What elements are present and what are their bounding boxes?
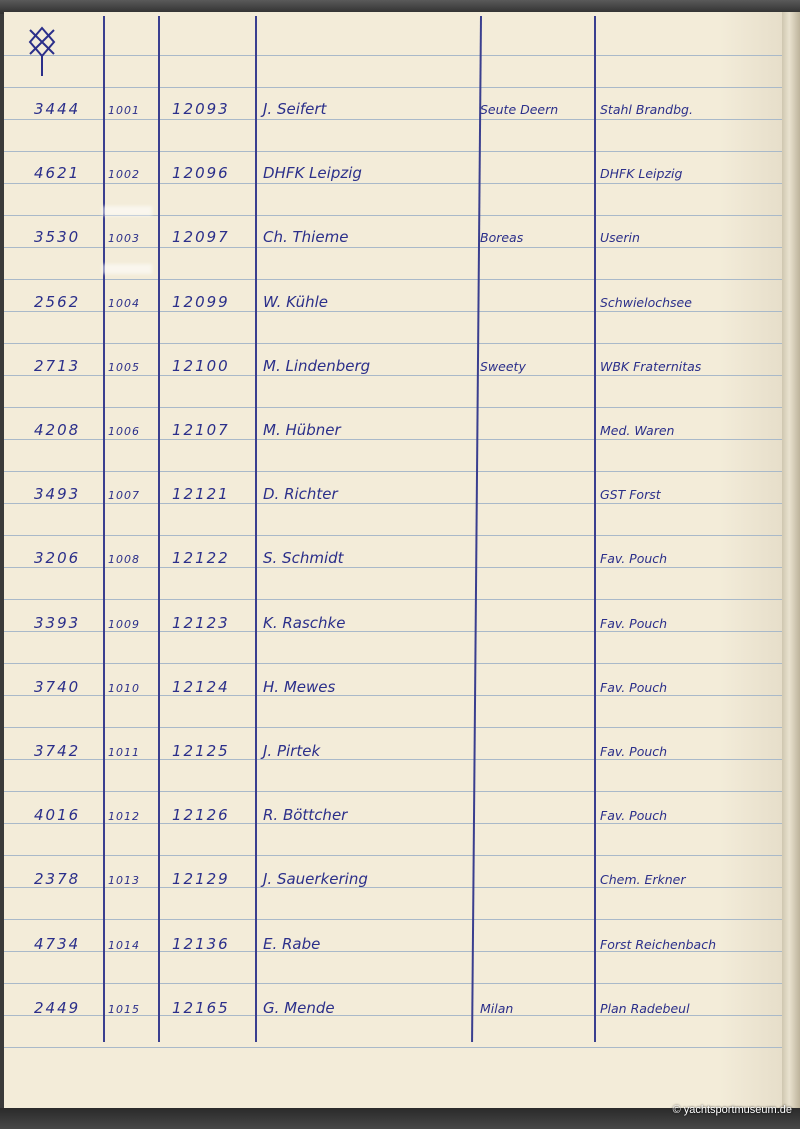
sequence-number: 1010	[108, 681, 140, 695]
ruled-line	[4, 439, 782, 440]
club-name: Userin	[600, 230, 640, 246]
club-name: WBK Fraternitas	[600, 358, 702, 374]
club-name: Schwielochsee	[600, 294, 692, 310]
boat-name: Seute Deern	[480, 102, 559, 117]
sail-number: 12129	[172, 870, 230, 889]
boat-name: Sweety	[480, 358, 526, 374]
sequence-number: 1013	[108, 874, 140, 888]
ruled-line	[4, 1047, 782, 1048]
boat-class-symbol-icon	[24, 24, 60, 80]
club-name: Fav. Pouch	[600, 744, 668, 759]
sail-number: 12093	[172, 100, 230, 118]
boat-name: Milan	[480, 1000, 514, 1016]
owner-name: W. Kühle	[263, 292, 328, 311]
sail-number: 12096	[172, 164, 230, 183]
registration-number: 2562	[34, 292, 81, 311]
sequence-number: 1005	[108, 360, 140, 374]
club-name: Med. Waren	[600, 423, 675, 438]
registration-number: 3530	[34, 228, 81, 247]
ruled-line	[4, 247, 782, 248]
ruled-line	[4, 87, 782, 88]
owner-name: J. Pirtek	[263, 742, 321, 760]
owner-name: S. Schmidt	[263, 549, 344, 568]
club-name: Forst Reichenbach	[600, 936, 717, 952]
club-name: Fav. Pouch	[600, 551, 668, 567]
ruled-line	[4, 471, 782, 472]
club-name: DHFK Leipzig	[600, 166, 683, 182]
sequence-number: 1006	[108, 425, 140, 438]
sail-number: 12123	[172, 613, 230, 632]
registration-number: 3493	[34, 485, 81, 504]
ruled-line	[4, 279, 782, 280]
ruled-line	[4, 567, 782, 568]
owner-name: G. Mende	[263, 998, 335, 1017]
owner-name: Ch. Thieme	[263, 228, 349, 247]
ruled-line	[4, 663, 782, 664]
sail-number: 12136	[172, 934, 230, 953]
ruled-line	[4, 919, 782, 920]
registration-number: 3444	[34, 100, 81, 118]
ruled-line	[4, 535, 782, 536]
ruled-line	[4, 983, 782, 984]
boat-name: Boreas	[480, 230, 524, 246]
sequence-number: 1009	[108, 617, 140, 631]
club-name: Fav. Pouch	[600, 679, 668, 695]
ruled-line	[4, 855, 782, 856]
sequence-number: 1003	[108, 232, 140, 246]
column-divider-1	[103, 16, 105, 1042]
owner-name: DHFK Leipzig	[263, 164, 362, 183]
owner-name: R. Böttcher	[263, 806, 348, 825]
sequence-number: 1014	[108, 938, 140, 952]
ruled-line	[4, 631, 782, 632]
ruled-line	[4, 119, 782, 120]
ruled-line	[4, 343, 782, 344]
ruled-line	[4, 311, 782, 312]
sail-number: 12165	[172, 998, 230, 1017]
sequence-number: 1007	[108, 489, 140, 503]
ruled-line	[4, 55, 782, 56]
sail-number: 12121	[172, 485, 230, 504]
ruled-line	[4, 375, 782, 376]
ruled-line	[4, 503, 782, 504]
registration-number: 4208	[34, 421, 81, 439]
sail-number: 12099	[172, 292, 230, 311]
registration-number: 3206	[34, 549, 81, 568]
column-divider-3	[255, 16, 257, 1042]
registration-number: 2713	[34, 356, 81, 375]
sequence-number: 1015	[108, 1002, 140, 1016]
registration-number: 3393	[34, 613, 81, 632]
sail-number: 12125	[172, 742, 230, 760]
page-edge	[782, 12, 800, 1110]
club-name: Fav. Pouch	[600, 808, 668, 824]
erased-mark	[102, 264, 152, 274]
sail-number: 12122	[172, 549, 230, 568]
sail-number: 12097	[172, 228, 230, 247]
owner-name: E. Rabe	[263, 934, 321, 953]
owner-name: M. Hübner	[263, 421, 341, 439]
ruled-line	[4, 407, 782, 408]
owner-name: J. Sauerkering	[263, 870, 368, 889]
erased-mark	[102, 206, 152, 216]
owner-name: M. Lindenberg	[263, 356, 371, 375]
registration-number: 4016	[34, 806, 81, 825]
owner-name: H. Mewes	[263, 677, 336, 696]
owner-name: J. Seifert	[263, 100, 327, 118]
club-name: Plan Radebeul	[600, 1000, 690, 1016]
sail-number: 12124	[172, 677, 230, 696]
watermark: © yachtsportmuseum.de	[672, 1104, 792, 1116]
registration-number: 4621	[34, 164, 81, 183]
club-name: Chem. Erkner	[600, 872, 686, 888]
sequence-number: 1002	[108, 168, 140, 182]
registration-number: 3740	[34, 677, 81, 696]
sequence-number: 1004	[108, 296, 140, 310]
ruled-line	[4, 695, 782, 696]
owner-name: D. Richter	[263, 485, 338, 504]
sequence-number: 1012	[108, 810, 140, 824]
sail-number: 12126	[172, 806, 230, 825]
ruled-line	[4, 727, 782, 728]
club-name: Stahl Brandbg.	[600, 102, 693, 117]
sequence-number: 1011	[108, 746, 140, 759]
sequence-number: 1001	[108, 104, 140, 117]
ruled-line	[4, 599, 782, 600]
column-divider-2	[158, 16, 160, 1042]
sail-number: 12107	[172, 421, 230, 439]
ruled-line	[4, 759, 782, 760]
registration-number: 3742	[34, 742, 81, 760]
ruled-line	[4, 183, 782, 184]
registration-number: 2378	[34, 870, 81, 889]
ruled-line	[4, 791, 782, 792]
sail-number: 12100	[172, 356, 230, 375]
sequence-number: 1008	[108, 553, 140, 567]
column-divider-5	[594, 16, 596, 1042]
owner-name: K. Raschke	[263, 613, 346, 632]
registration-number: 2449	[34, 998, 81, 1017]
registration-number: 4734	[34, 934, 81, 953]
ruled-line	[4, 151, 782, 152]
club-name: GST Forst	[600, 487, 661, 503]
club-name: Fav. Pouch	[600, 615, 668, 631]
